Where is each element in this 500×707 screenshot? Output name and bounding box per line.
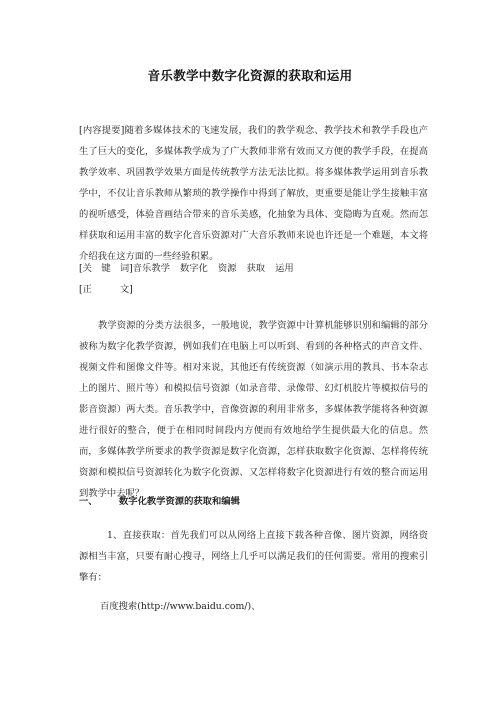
keyword: 运用 [275, 263, 294, 274]
keyword: 资源 [217, 263, 237, 274]
abstract-text: 随着多媒体技术的飞速发展，我们的教学观念、教学技术和教学手段也产生了巨大的变化，多媒体教学成为了广大教师非常有效而又方便的教学手段，在提高教学效率、巩固教学效果方面是传统教学方法无法比拟。将多媒体教学运用到音乐教学中，不仅让音乐教师从繁琐的教学操作中得到了解放，更重要是能让学生接触丰富的视听感受，体验音画结合带来的音乐美感，化抽象为具体、变隐晦为直观。然而怎样获取和运用丰富的数字化音乐资源对广大音乐教师来说也许还是一个难题，本文将介绍我在这方面的一些经验积累。 [79, 125, 428, 262]
page-title: 音乐教学中数字化资源的获取和运用 [147, 68, 353, 83]
abstract [79, 120, 428, 267]
list-item-paragraph: 1、直接获取：首先我们可以从网络上直接下载各种音像、图片资源，网络资源相当丰富，只要有耐心搜寻，网络上几乎可以满足我们的任何需要。常用的搜索引擎有： [79, 530, 428, 583]
section-number: 一、 [79, 496, 98, 507]
abstract-label: [内容提要] [79, 125, 125, 136]
keyword: 获取 [246, 263, 266, 274]
keywords [79, 258, 428, 279]
search-engine-line: 百度搜索(http://www.baidu.com/)、 [100, 601, 261, 612]
body-label: [正 文] [79, 284, 133, 295]
body-paragraph: 教学资源的分类方法很多，一般地说，教学资源中计算机能够识别和编辑的部分被称为数字化教学资源，例如我们在电脑上可以听到、看到的各种格式的声音文件、视频文件和图像文件等。相对来说，其他还有传统资源（如演示用的教具、书本杂志上的图片、照片等）和模拟信号资源（如录音带、录像带、幻灯机胶片等模拟信号的影音资源）两大类。音乐教学中，音像资源的利用非常多，多媒体教学能将各种资源进行很好的整合，便于在相同时间段内方便而有效地给学生提供最大化的信息。然而，多媒体教学所要求的教学资源是数字化资源，怎样获取数字化资源、怎样将传统资源和模拟信号资源转化为数字化资源、又怎样将数字化资源进行有效的整合而运用到教学中去呢？ [79, 320, 428, 499]
keyword: 音乐教学 [132, 263, 170, 274]
keyword: 数字化 [179, 263, 208, 274]
keywords-label: [关 键 词] [79, 263, 133, 274]
section-heading [79, 491, 428, 512]
section-title: 数字化教学资源的获取和编辑 [119, 496, 240, 507]
